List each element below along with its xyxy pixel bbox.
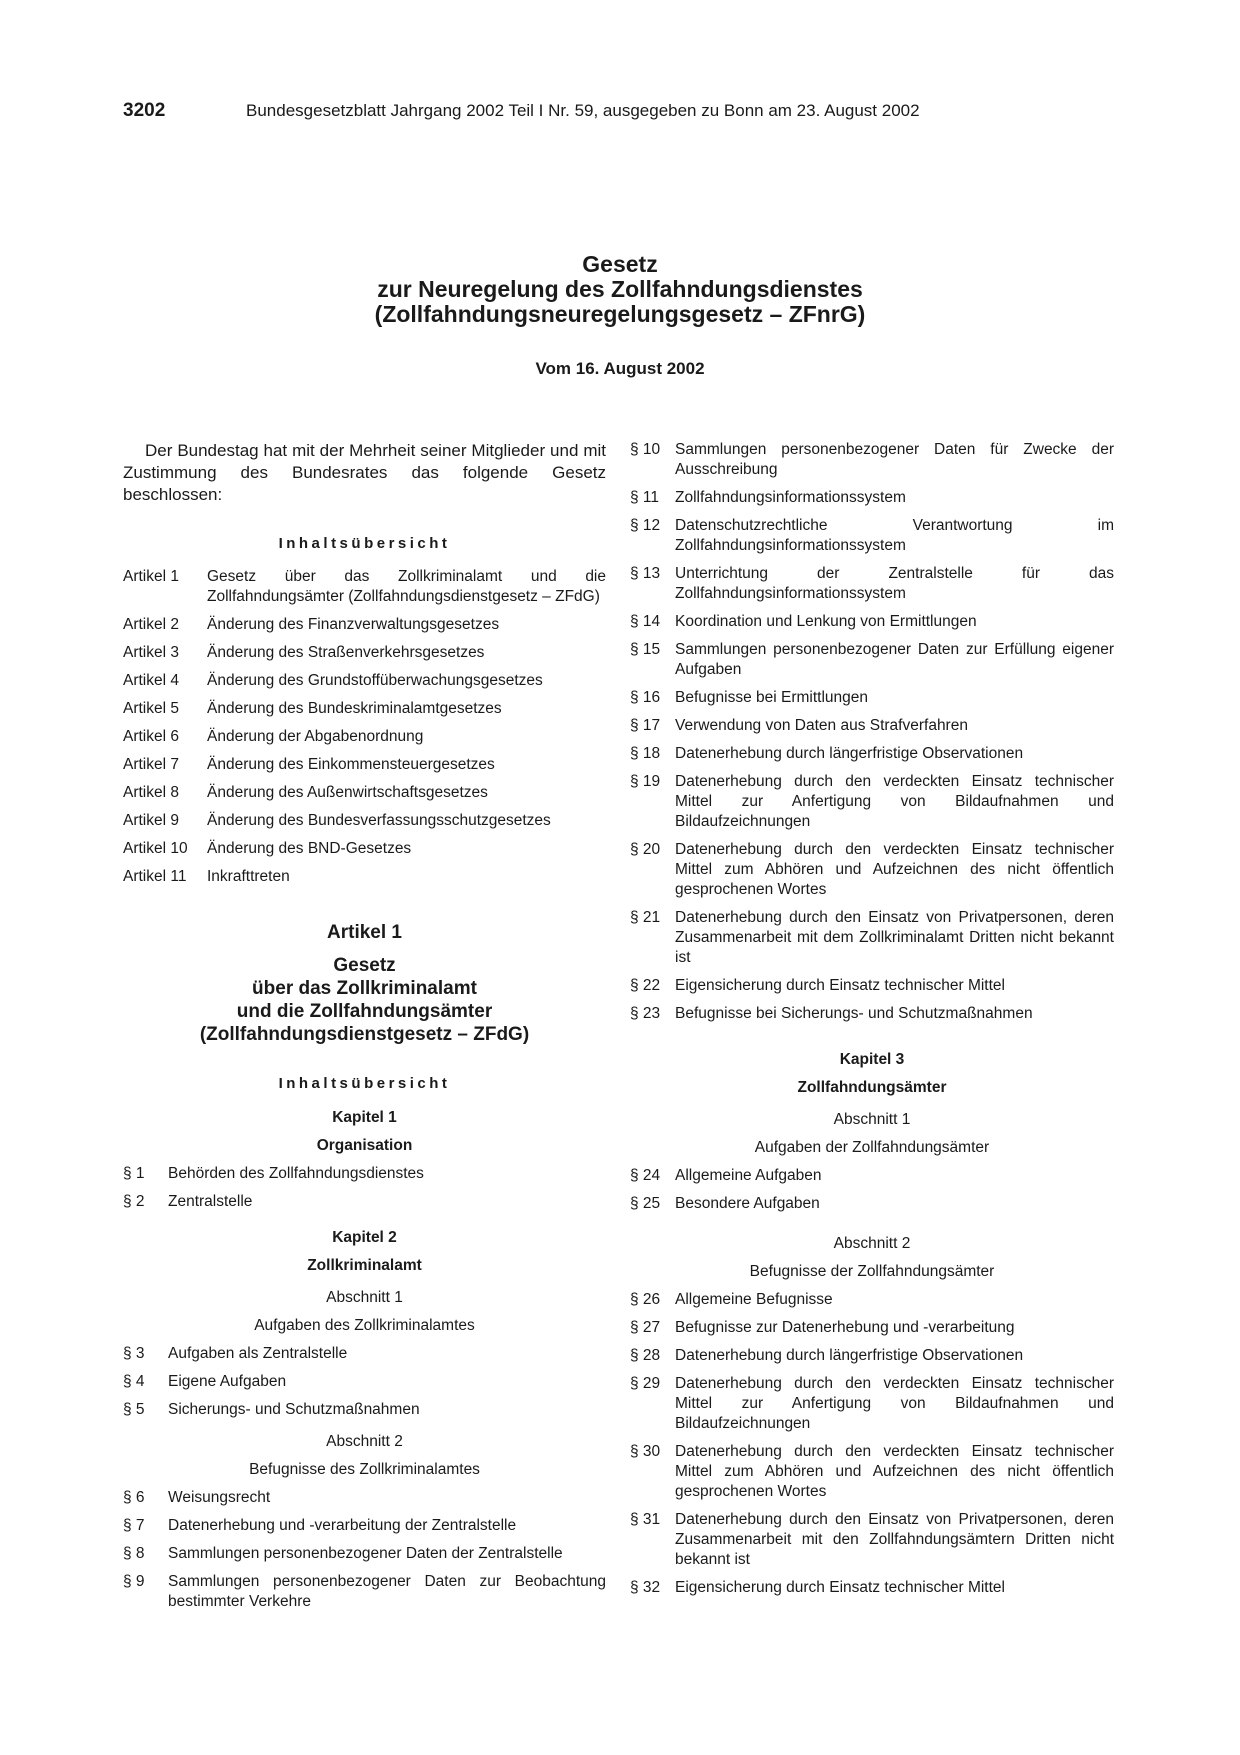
section-number: § 32 (630, 1579, 661, 1596)
section-entry (630, 440, 1114, 480)
section-entry (630, 1578, 1114, 1598)
kapitel2-title: Zollkriminalamt (307, 1257, 422, 1274)
section-entry (630, 716, 1114, 736)
abschnitt-title: Befugnisse des Zollkriminalamtes (249, 1461, 480, 1478)
article-label: Artikel 7 (123, 756, 179, 773)
section-entry (630, 1346, 1114, 1366)
section-number: § 18 (630, 745, 661, 762)
kapitel3-label: Kapitel 3 (839, 1051, 905, 1068)
section-entry (123, 1572, 606, 1612)
kapitel2-label: Kapitel 2 (332, 1229, 397, 1246)
article-label: Artikel 4 (123, 672, 179, 689)
law-date: Vom 16. August 2002 (535, 359, 705, 378)
section-number: § 4 (123, 1373, 145, 1390)
section-entry (123, 1344, 606, 1364)
section-text: Koordination und Lenkung von Ermittlungen (675, 613, 977, 630)
section-entry (630, 612, 1114, 632)
section-number: § 30 (630, 1443, 661, 1460)
section-number: § 16 (630, 689, 661, 706)
article-entry (123, 567, 606, 607)
article-label: Artikel 5 (123, 700, 179, 717)
section-entry (630, 976, 1114, 996)
artikel1-line-4: (Zollfahndungsdienstgesetz – ZFdG) (199, 1024, 530, 1045)
section-entry (630, 772, 1114, 832)
section-text: Sammlungen personenbezogener Daten der Zentralstelle (168, 1545, 563, 1562)
page-number: 3202 (123, 100, 166, 121)
kapitel3-title: Zollfahndungsämter (797, 1079, 947, 1096)
section-entry (630, 1194, 1114, 1214)
article-label: Artikel 10 (123, 840, 188, 857)
section-text: Datenerhebung durch den verdeckten Einsatz technischer Mittel zur Anfertigung von Bildaufnahmen und Bildaufzeichnungen (675, 1375, 1114, 1432)
article-entry (123, 727, 606, 747)
section-entry (630, 908, 1114, 968)
right-column (630, 440, 1114, 1606)
abschnitt-label: Abschnitt 1 (326, 1289, 403, 1306)
article-entry (123, 839, 606, 859)
section-text: Sammlungen personenbezogener Daten für Zwecke der Ausschreibung (675, 441, 1114, 478)
section-number: § 10 (630, 441, 661, 458)
section-text: Verwendung von Daten aus Strafverfahren (675, 717, 968, 734)
section-number: § 22 (630, 977, 661, 994)
article-entry (123, 699, 606, 719)
title-line-2: zur Neuregelung des Zollfahndungsdienstes (377, 276, 863, 302)
section-number: § 2 (123, 1193, 145, 1210)
artikel1-line-3: und die Zollfahndungsämter (236, 1001, 493, 1022)
section-text: Allgemeine Befugnisse (675, 1291, 833, 1308)
artikel1-heading (123, 921, 606, 1046)
section-text: Datenerhebung durch den verdeckten Einsatz technischer Mittel zur Anfertigung von Bildaufnahmen und Bildaufzeichnungen (675, 773, 1114, 830)
section-text: Sammlungen personenbezogener Daten zur Beobachtung bestimmter Verkehre (168, 1573, 606, 1610)
running-title: Bundesgesetzblatt Jahrgang 2002 Teil I Nr. 59, ausgegeben zu Bonn am 23. August 2002 (246, 101, 920, 120)
article-label: Artikel 11 (123, 868, 187, 885)
section-number: § 15 (630, 641, 661, 658)
section-number: § 21 (630, 909, 661, 926)
article-label: Artikel 9 (123, 812, 179, 829)
section-entry (630, 488, 1114, 508)
abschnitt-title: Aufgaben des Zollkriminalamtes (254, 1317, 475, 1334)
section-text: Allgemeine Aufgaben (675, 1167, 822, 1184)
section-entry (123, 1164, 606, 1184)
article-label: Artikel 2 (123, 616, 179, 633)
section-text: Datenerhebung durch längerfristige Observationen (675, 745, 1024, 762)
section-number: § 27 (630, 1319, 661, 1336)
section-text: Datenerhebung durch den Einsatz von Privatpersonen, deren Zusammenarbeit mit den Zollfahndungsämtern Dritten nicht bekannt ist (675, 1511, 1114, 1568)
article-text: Inkrafttreten (207, 868, 290, 885)
section-entry (123, 1544, 606, 1564)
section-entry (630, 1374, 1114, 1434)
section-text: Datenerhebung durch den Einsatz von Privatpersonen, deren Zusammenarbeit mit dem Zollkriminalamt Dritten nicht bekannt ist (675, 909, 1114, 966)
abschnitt-label: Abschnitt 1 (833, 1111, 911, 1128)
article-entry (123, 615, 606, 635)
section-number: § 31 (630, 1511, 661, 1528)
section-entry (123, 1372, 606, 1392)
article-entry (123, 643, 606, 663)
section-entry (630, 1290, 1114, 1310)
section-text: Eigensicherung durch Einsatz technischer Mittel (675, 977, 1005, 994)
title-line-3: (Zollfahndungsneuregelungsgesetz – ZFnrG) (374, 301, 866, 327)
article-text: Gesetz über das Zollkriminalamt und die Zollfahndungsämter (Zollfahndungsdienstgesetz – ZFdG) (207, 568, 606, 605)
article-text: Änderung der Abgabenordnung (207, 728, 424, 745)
section-entry (630, 1510, 1114, 1570)
article-label: Artikel 3 (123, 644, 179, 661)
section-text: Behörden des Zollfahndungsdienstes (168, 1165, 424, 1182)
article-text: Änderung des Finanzverwaltungsgesetzes (207, 616, 500, 633)
section-text: Eigene Aufgaben (168, 1373, 287, 1390)
section-number: § 9 (123, 1573, 145, 1590)
left-column (123, 440, 606, 1620)
article-text: Änderung des Grundstoffüberwachungsgesetzes (207, 672, 543, 689)
abschnitt-label: Abschnitt 2 (833, 1235, 911, 1252)
section-number: § 17 (630, 717, 661, 734)
toc-heading: Inhaltsübersicht (278, 535, 451, 552)
section-entry (630, 1318, 1114, 1338)
section-number: § 3 (123, 1345, 145, 1362)
intro-paragraph: Der Bundestag hat mit der Mehrheit seiner Mitglieder und mit Zustimmung des Bundesrates das folgende Gesetz beschlossen: (123, 441, 606, 504)
section-text: Datenerhebung durch den verdeckten Einsatz technischer Mittel zum Abhören und Aufzeichnen des nicht öffentlich gesprochenen Wortes (675, 841, 1114, 898)
article-text: Änderung des Einkommensteuergesetzes (207, 756, 495, 773)
kapitel1-label: Kapitel 1 (332, 1109, 397, 1126)
article-entry (123, 867, 606, 887)
section-number: § 14 (630, 613, 661, 630)
section-text: Zentralstelle (168, 1193, 253, 1210)
section-entry (630, 516, 1114, 556)
article-text: Änderung des Bundesverfassungsschutzgesetzes (207, 812, 551, 829)
section-number: § 29 (630, 1375, 661, 1392)
section-text: Sicherungs- und Schutzmaßnahmen (168, 1401, 420, 1418)
article-entry (123, 755, 606, 775)
section-text: Eigensicherung durch Einsatz technischer Mittel (675, 1579, 1005, 1596)
section-entry (630, 1004, 1114, 1024)
section-text: Weisungsrecht (168, 1489, 271, 1506)
section-number: § 13 (630, 565, 661, 582)
artikel1-line-1: Gesetz (333, 955, 396, 976)
law-title-block (123, 252, 1117, 379)
section-entry (630, 1442, 1114, 1502)
article-label: Artikel 8 (123, 784, 179, 801)
section-number: § 20 (630, 841, 661, 858)
section-entry (123, 1488, 606, 1508)
section-number: § 23 (630, 1005, 661, 1022)
section-entry (630, 640, 1114, 680)
section-text: Datenschutzrechtliche Verantwortung im Zollfahndungsinformationssystem (675, 517, 1114, 554)
section-text: Datenerhebung durch längerfristige Observationen (675, 1347, 1024, 1364)
article-text: Änderung des Außenwirtschaftsgesetzes (207, 784, 488, 801)
article-text: Änderung des Bundeskriminalamtgesetzes (207, 700, 502, 717)
section-entry (630, 688, 1114, 708)
section-text: Befugnisse bei Ermittlungen (675, 689, 869, 706)
section-entry (123, 1192, 606, 1212)
article-text: Änderung des BND-Gesetzes (207, 840, 412, 857)
section-entry (630, 840, 1114, 900)
section-number: § 28 (630, 1347, 661, 1364)
section-text: Sammlungen personenbezogener Daten zur Erfüllung eigener Aufgaben (675, 641, 1114, 678)
section-text: Besondere Aufgaben (675, 1195, 820, 1212)
section-number: § 8 (123, 1545, 145, 1562)
article-entry (123, 783, 606, 803)
article-text: Änderung des Straßenverkehrsgesetzes (207, 644, 485, 661)
section-number: § 6 (123, 1489, 145, 1506)
section-text: Aufgaben als Zentralstelle (168, 1345, 348, 1362)
artikel1-label: Artikel 1 (327, 922, 402, 943)
kapitel1-title: Organisation (316, 1137, 413, 1154)
section-entry (123, 1516, 606, 1536)
section-number: § 24 (630, 1167, 661, 1184)
artikel1-line-2: über das Zollkriminalamt (252, 978, 477, 999)
section-text: Befugnisse zur Datenerhebung und -verarbeitung (675, 1319, 1015, 1336)
section-entry (123, 1400, 606, 1420)
section-number: § 26 (630, 1291, 661, 1308)
section-number: § 1 (123, 1165, 145, 1182)
section-text: Datenerhebung durch den verdeckten Einsatz technischer Mittel zum Abhören und Aufzeichnen des nicht öffentlich gesprochenen Wortes (675, 1443, 1114, 1500)
article-entry (123, 811, 606, 831)
section-entry (630, 744, 1114, 764)
article-toc-list (123, 567, 606, 887)
article-entry (123, 671, 606, 691)
section-number: § 19 (630, 773, 661, 790)
section-entry (630, 1166, 1114, 1186)
title-line-1: Gesetz (582, 251, 658, 277)
article-label: Artikel 6 (123, 728, 179, 745)
artikel1-toc-heading: Inhaltsübersicht (278, 1075, 451, 1092)
section-entry (630, 564, 1114, 604)
section-text: Befugnisse bei Sicherungs- und Schutzmaßnahmen (675, 1005, 1033, 1022)
article-label: Artikel 1 (123, 568, 179, 585)
section-number: § 11 (630, 489, 660, 506)
section-number: § 7 (123, 1517, 145, 1534)
abschnitt-title: Befugnisse der Zollfahndungsämter (749, 1263, 995, 1280)
section-text: Datenerhebung und -verarbeitung der Zentralstelle (168, 1517, 517, 1534)
section-text: Unterrichtung der Zentralstelle für das Zollfahndungsinformationssystem (675, 565, 1114, 602)
section-number: § 12 (630, 517, 661, 534)
section-number: § 25 (630, 1195, 661, 1212)
section-text: Zollfahndungsinformationssystem (675, 489, 906, 506)
section-number: § 5 (123, 1401, 145, 1418)
abschnitt-title: Aufgaben der Zollfahndungsämter (754, 1139, 990, 1156)
abschnitt-label: Abschnitt 2 (326, 1433, 403, 1450)
